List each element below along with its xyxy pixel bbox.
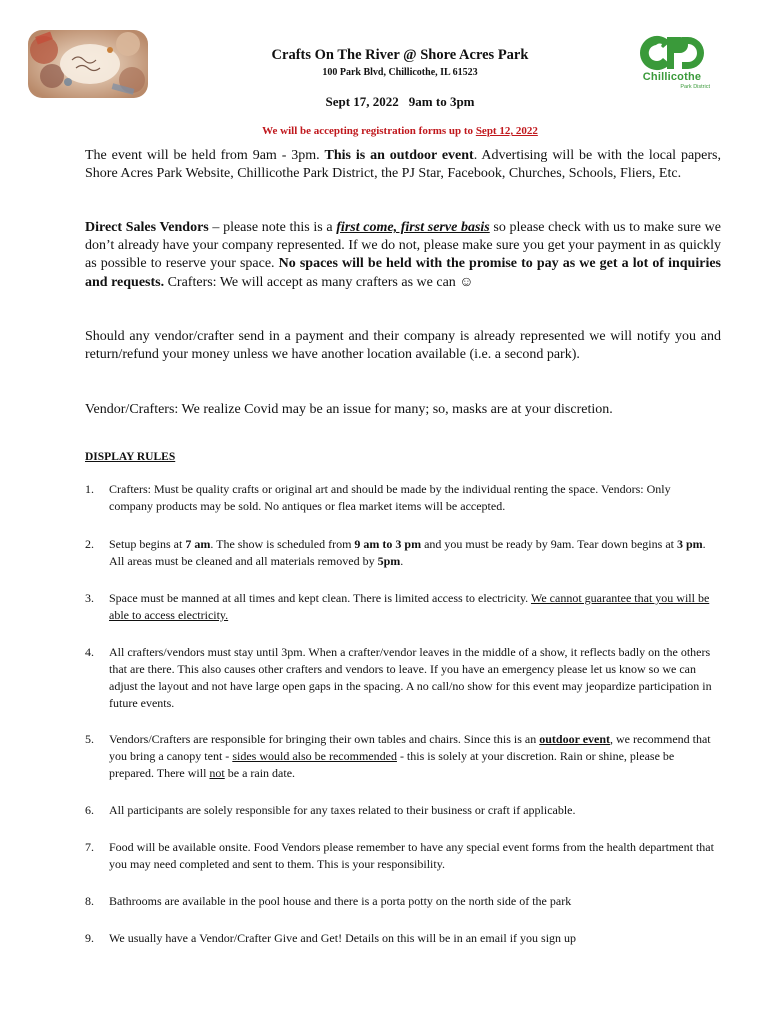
r2-a: Setup begins at	[109, 537, 186, 551]
intro-paragraph-1	[85, 147, 721, 183]
r5-g: be a rain date.	[224, 766, 296, 780]
rule-text: Food will be available onsite. Food Vendors please remember to have any special event forms from the health department that you may need completed and sent to them. This is your responsibility.	[109, 840, 714, 871]
rule-number: 3.	[85, 591, 94, 605]
rule-number: 5.	[85, 732, 94, 746]
r2-h: 5pm	[377, 554, 401, 568]
p1-outdoor-event: This is an outdoor event	[324, 148, 474, 163]
rule-text: We usually have a Vendor/Crafter Give and Get! Details on this will be in an email if you sign up	[109, 931, 577, 945]
r5-e: - this is solely at your discretion. Rain or shine, please be prepared. There will	[109, 749, 675, 780]
p2-text-f: Crafters: We will accept as many crafters as we can ☺	[164, 274, 474, 290]
display-rules-heading: DISPLAY RULES	[85, 451, 176, 463]
r3-b: We cannot guarantee that you will be able to access electricity.	[109, 591, 710, 622]
r2-c: . The show is scheduled from	[210, 537, 355, 551]
rule-text	[109, 536, 717, 570]
r3-a: Space must be manned at all times and kept clean. There is limited access to electricity.	[109, 591, 531, 605]
event-address: 100 Park Blvd, Chillicothe, IL 61523	[322, 67, 478, 78]
logo-subtitle: Park District	[680, 84, 710, 90]
crafts-collage-icon	[28, 30, 148, 98]
r5-f: not	[209, 766, 225, 780]
rule-number: 6.	[85, 803, 94, 817]
rule-text: All crafters/vendors must stay until 3pm. When a crafter/vendor leaves in the middle of a show, it reflects badly on the others that are there. This also causes other crafters and vendors to leave. If you have an emergency please let us know so we can adjust the layout and not have large open gaps in the spacing. A no call/no show for this event may jeopardize participation in future events.	[109, 645, 712, 710]
r5-b: outdoor event	[539, 732, 611, 746]
p2-no-spaces: No spaces will be held with the promise to pay as we get a lot of inquiries and requests.	[85, 256, 721, 290]
rule-text: Bathrooms are available in the pool house and there is a porta potty on the north side of the park	[109, 894, 572, 908]
p2-first-come: first come, first serve basis	[336, 220, 490, 235]
rule-text	[109, 590, 717, 624]
rule-text	[109, 731, 717, 782]
p1-text-c: . Advertising will be with the local papers, Shore Acres Park Website, Chillicothe Park District, the PJ Star, Facebook, Churches, Schools, Fliers, Etc.	[85, 148, 721, 182]
intro-paragraph-2	[85, 219, 721, 292]
rule-number: 8.	[85, 894, 94, 908]
event-date: Sept 17, 2022	[325, 94, 399, 109]
r5-d: sides would also be recommended	[232, 749, 397, 763]
event-title: Crafts On The River @ Shore Acres Park	[271, 47, 529, 63]
r2-i: .	[400, 554, 404, 568]
logo-name: Chillicothe	[642, 71, 702, 83]
notice-deadline: Sept 12, 2022	[475, 125, 538, 137]
r2-d: 9 am to 3 pm	[354, 537, 422, 551]
rule-number: 7.	[85, 840, 94, 854]
p2-text-b: – please note this is a	[208, 220, 337, 235]
p1-text-a: The event will be held from 9am - 3pm.	[85, 148, 325, 163]
r2-e: and you must be ready by 9am. Tear down begins at	[421, 537, 677, 551]
event-time: 9am to 3pm	[408, 94, 475, 109]
r5-a: Vendors/Crafters are responsible for bringing their own tables and chairs. Since this is an	[109, 732, 540, 746]
event-date-line	[0, 94, 770, 110]
p2-direct-sales: Direct Sales Vendors	[85, 220, 209, 235]
rule-number: 1.	[85, 482, 94, 496]
intro-paragraph-4	[85, 401, 721, 419]
notice-text: We will be accepting registration forms up to	[262, 125, 476, 137]
rule-number: 2.	[85, 537, 94, 551]
rule-text: Crafters: Must be quality crafts or original art and should be made by the individual renting the space. Vendors: Only company products may be sold. No antiques or flea market items will be accepted.	[109, 482, 671, 513]
rule-number: 4.	[85, 645, 94, 659]
r2-g: . All areas must be cleaned and all materials removed by	[109, 537, 706, 568]
p4-text: Vendor/Crafters: We realize Covid may be an issue for many; so, masks are at your discretion.	[85, 402, 613, 417]
p3-text: Should any vendor/crafter send in a payment and their company is already represented we will notify you and return/refund your money unless we have another location available (i.e. a second park).	[85, 329, 721, 363]
registration-notice	[0, 125, 770, 137]
intro-paragraph-3	[85, 328, 721, 364]
r2-f: 3 pm	[676, 537, 703, 551]
p2-text-d: so please check with us to make sure we don’t already have your company represented. If we do not, please make sure you get your payment in as quickly as possible to reserve your space.	[85, 220, 721, 272]
rule-text: All participants are solely responsible for any taxes related to their business or craft if applicable.	[109, 803, 576, 817]
r5-c: , we recommend that you bring a canopy tent -	[109, 732, 711, 763]
crafts-logo-image	[28, 30, 148, 98]
r2-b: 7 am	[185, 537, 211, 551]
rule-number: 9.	[85, 931, 94, 945]
